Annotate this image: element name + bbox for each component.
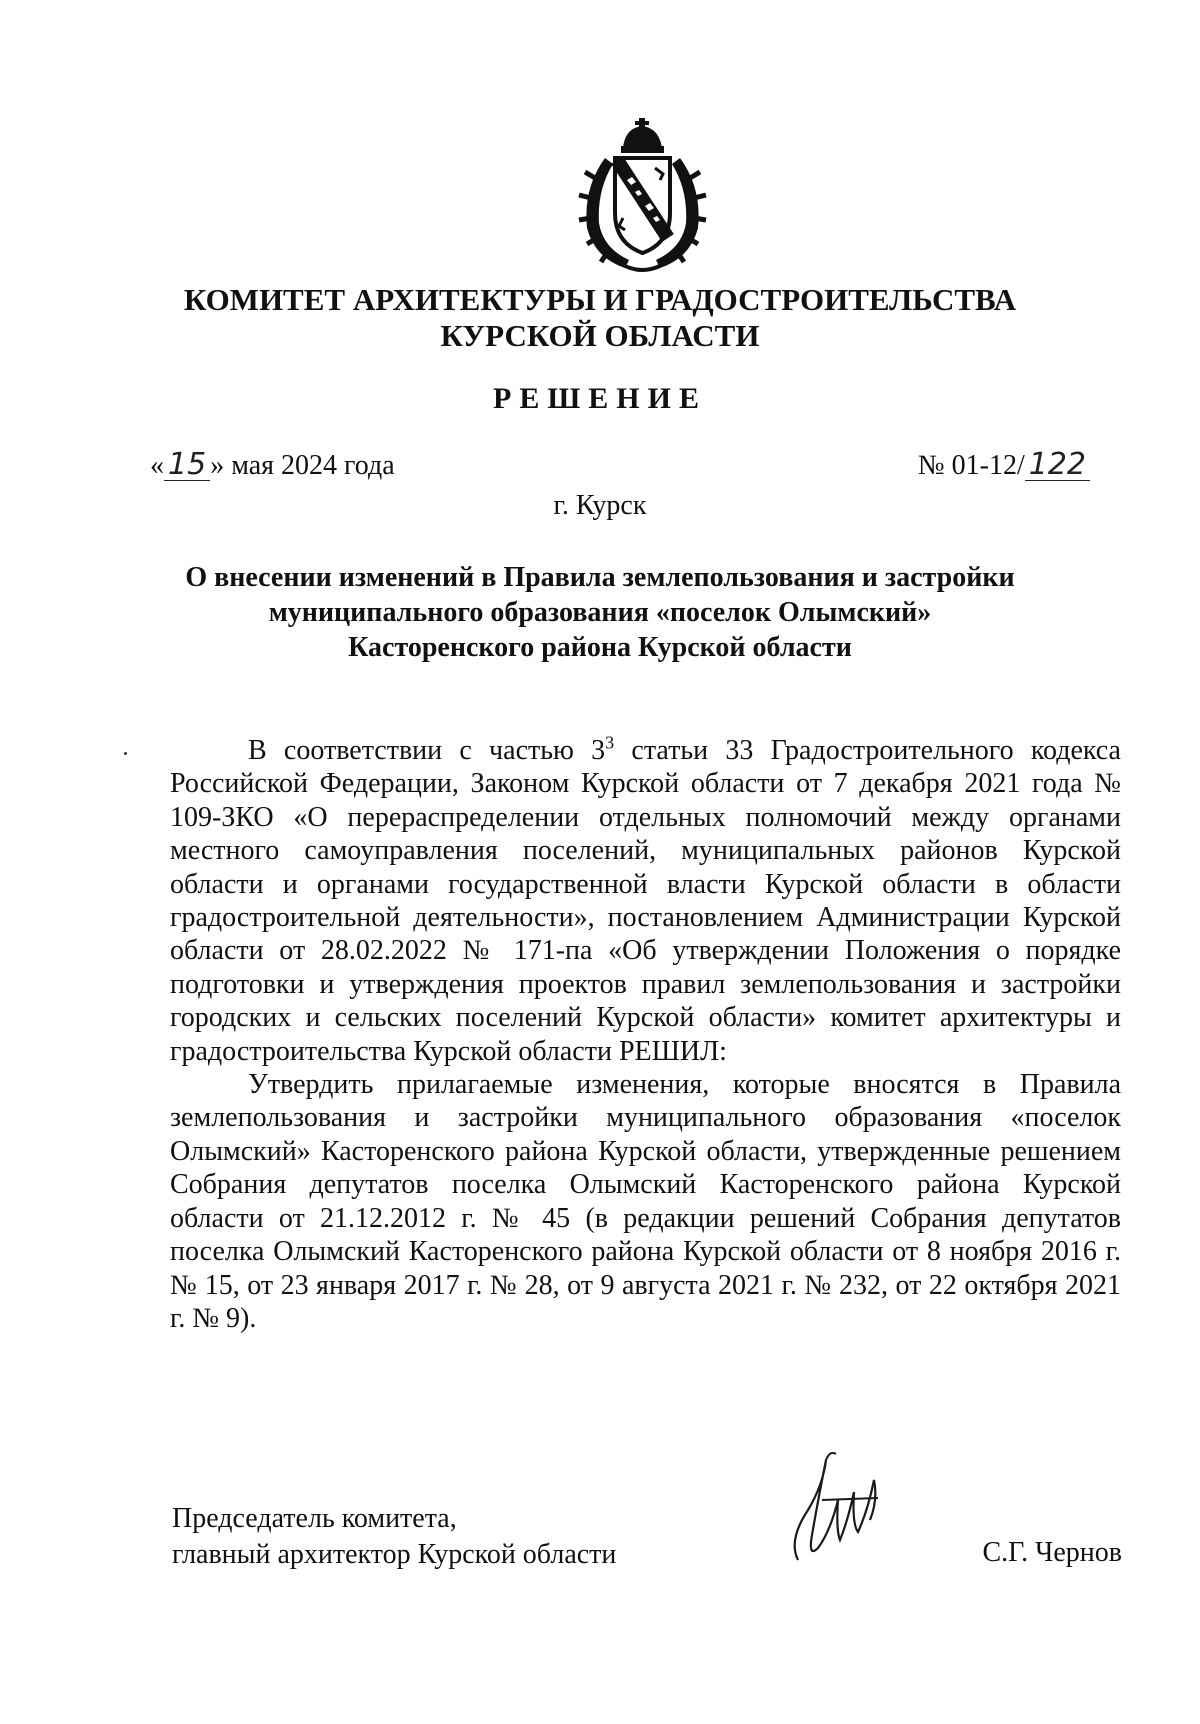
date-open-quote: « (150, 450, 164, 481)
subject-line-1: О внесении изменений в Правила землепользования и застройки (185, 562, 1015, 593)
p1-superscript: 3 (605, 732, 615, 753)
city-name: г. Курск (553, 490, 647, 521)
subject-line-3: Касторенского района Курской области (348, 632, 852, 663)
org-line-1: КОМИТЕТ АРХИТЕКТУРЫ И ГРАДОСТРОИТЕЛЬСТВА (183, 282, 1017, 317)
handwritten-day: 15 (164, 450, 210, 481)
handwritten-number: 122 (1025, 450, 1090, 481)
coat-of-arms-icon (565, 118, 720, 276)
signatory-name: С.Г. Чернов (982, 1537, 1122, 1568)
org-line-2: КУРСКОЙ ОБЛАСТИ (440, 318, 760, 353)
signatory-title-line-1: Председатель комитета, (172, 1503, 457, 1534)
document-body (170, 734, 1121, 1335)
signature-icon (778, 1440, 898, 1570)
document-number (917, 447, 1090, 482)
number-prefix: № 01-12/ (917, 450, 1025, 481)
subject-line-2: муниципального образования «поселок Олымский» (268, 597, 932, 628)
date-rest: » мая 2024 года (210, 450, 395, 481)
handwritten-signature (778, 1440, 898, 1570)
coat-of-arms-emblem (565, 118, 720, 276)
document-date (150, 447, 395, 482)
scan-speck (124, 752, 127, 755)
p1-start: В соответствии с частью 3 (248, 735, 606, 766)
document-subject (0, 560, 1200, 665)
body-paragraph-2: Утвердить прилагаемые изменения, которые вносятся в Правила землепользования и застройки муниципального образования «поселок Олымский» Касторенского района Курской области, утвержденные решением Собрания депутатов поселка Олымский Касторенского района Курской области от 21.12.2012 г. № 45 (в редакции решений Собрания депутатов поселка Олымский Касторенского района Курской области от 8 ноября 2016 г. № 15, от 23 января 2017 г. № 28, от 9 августа 2021 г. № 232, от 22 октября 2021 г. № 9). (170, 1069, 1121, 1334)
organization-name (0, 282, 1200, 354)
signatory-title-line-2: главный архитектор Курской области (172, 1539, 617, 1570)
body-paragraph-1 (170, 734, 1121, 1068)
signatory-title (172, 1501, 616, 1573)
document-type-heading: РЕШЕНИЕ (493, 382, 707, 415)
p1-end: статьи 33 Градостроительного кодекса Российской Федерации, Законом Курской области от 7 декабря 2021 года № 109-ЗКО «О перераспределении отдельных полномочий между органами местного самоуправления поселений, муниципальных районов Курской области и органами государственной власти Курской области в области градостроительной деятельности», постановлением Администрации Курской области от 28.02.2022 № 171-па «Об утверждении Положения о порядке подготовки и утверждения проектов правил землепользования и застройки городских и сельских поселений Курской области» комитет архитектуры и градостроительства Курской области РЕШИЛ: (170, 735, 1121, 1067)
